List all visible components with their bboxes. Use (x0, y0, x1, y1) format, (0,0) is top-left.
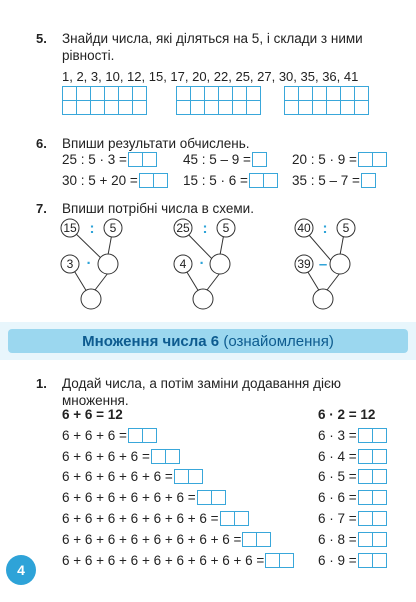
task5-numbers: 1, 2, 3, 10, 12, 15, 17, 20, 22, 25, 27, 30, 35, 36, 41 (62, 69, 359, 84)
answer-box[interactable] (128, 428, 157, 443)
sum-expression: 6 + 6 = 12 (62, 407, 123, 422)
schemes (0, 214, 416, 314)
task1-text-line1: Додай числа, а потім заміни додавання дією (62, 376, 341, 391)
product-expression: 6 · 4 = (318, 449, 357, 464)
scheme2-value-b: 5 (222, 221, 230, 235)
scheme2-op1: : (202, 220, 208, 237)
product-row (318, 428, 387, 443)
sum-expression: 6 + 6 + 6 = (62, 428, 127, 443)
expr-row (292, 152, 387, 167)
product-row (318, 469, 387, 484)
scheme3-circle-result[interactable] (313, 289, 333, 309)
page-number: 4 (6, 555, 36, 585)
sum-expression: 6 + 6 + 6 + 6 = (62, 449, 150, 464)
scheme1-op1: : (89, 220, 95, 237)
section-subtitle: (ознайомлення) (223, 332, 334, 350)
sum-row (62, 490, 226, 505)
task7-number: 7. (36, 201, 47, 216)
task7-text: Впиши потрібні числа в схеми. (62, 201, 254, 216)
expr-row (292, 173, 376, 188)
task6-number: 6. (36, 136, 47, 151)
expr-row (62, 152, 157, 167)
expression: 15 : 5 · 6 = (183, 173, 248, 188)
answer-box[interactable] (252, 152, 267, 167)
task5-number: 5. (36, 31, 47, 46)
sum-expression: 6 + 6 + 6 + 6 + 6 = (62, 469, 173, 484)
expression: 35 : 5 – 7 = (292, 173, 360, 188)
scheme1-circle-blank[interactable] (98, 254, 118, 274)
scheme1-value-b: 5 (109, 221, 117, 235)
answer-box[interactable] (358, 449, 387, 464)
answer-box[interactable] (358, 152, 387, 167)
expr-row (62, 173, 168, 188)
expression: 20 : 5 · 9 = (292, 152, 357, 167)
product-row (318, 449, 387, 464)
product-expression: 6 · 2 = 12 (318, 407, 376, 422)
sum-expression: 6 + 6 + 6 + 6 + 6 + 6 = (62, 490, 196, 505)
scheme3-circle-blank[interactable] (330, 254, 350, 274)
scheme2-value-c: 4 (179, 257, 187, 271)
answer-grid-3[interactable] (284, 86, 369, 115)
answer-box[interactable] (358, 469, 387, 484)
scheme3-value-b: 5 (342, 221, 350, 235)
answer-box[interactable] (220, 511, 249, 526)
answer-box[interactable] (174, 469, 203, 484)
answer-box[interactable] (197, 490, 226, 505)
scheme3-op1: : (322, 220, 328, 237)
product-row (318, 532, 387, 547)
sum-row (62, 553, 294, 568)
sum-row (62, 532, 271, 547)
expression: 45 : 5 – 9 = (183, 152, 251, 167)
product-expression: 6 · 8 = (318, 532, 357, 547)
sum-expression: 6 + 6 + 6 + 6 + 6 + 6 + 6 + 6 + 6 = (62, 553, 265, 568)
product-expression: 6 · 6 = (318, 490, 357, 505)
answer-box[interactable] (249, 173, 278, 188)
sum-row (62, 407, 123, 422)
answer-box[interactable] (361, 173, 376, 188)
sum-expression: 6 + 6 + 6 + 6 + 6 + 6 + 6 + 6 = (62, 532, 242, 547)
scheme3-value-c: 39 (297, 257, 311, 271)
expr-row (183, 152, 267, 167)
expression: 25 : 5 · 3 = (62, 152, 127, 167)
answer-box[interactable] (151, 449, 180, 464)
product-row (318, 490, 387, 505)
section-title: Множення числа 6 (82, 332, 220, 350)
product-expression: 6 · 7 = (318, 511, 357, 526)
expr-row (183, 173, 278, 188)
answer-box[interactable] (139, 173, 168, 188)
sum-row (62, 469, 203, 484)
section-banner (8, 329, 408, 353)
task1-number: 1. (36, 376, 47, 391)
answer-box[interactable] (358, 428, 387, 443)
scheme2-circle-result[interactable] (193, 289, 213, 309)
product-expression: 6 · 9 = (318, 553, 357, 568)
scheme3-value-a: 40 (297, 221, 311, 235)
task5-text-line1: Знайди числа, які діляться на 5, і склади з ними (62, 31, 363, 46)
scheme1-value-c: 3 (66, 257, 74, 271)
product-expression: 6 · 3 = (318, 428, 357, 443)
answer-box[interactable] (265, 553, 294, 568)
answer-grid-2[interactable] (176, 86, 261, 115)
sum-row (62, 449, 180, 464)
answer-box[interactable] (128, 152, 157, 167)
task6-text: Впиши результати обчислень. (62, 136, 250, 151)
scheme2-value-a: 25 (176, 221, 190, 235)
answer-grid-1[interactable] (62, 86, 147, 115)
sum-row (62, 511, 249, 526)
scheme3-op2: – (318, 256, 328, 273)
scheme2-circle-blank[interactable] (210, 254, 230, 274)
answer-box[interactable] (358, 532, 387, 547)
answer-box[interactable] (242, 532, 271, 547)
answer-box[interactable] (358, 553, 387, 568)
expression: 30 : 5 + 20 = (62, 173, 138, 188)
product-row (318, 553, 387, 568)
answer-box[interactable] (358, 490, 387, 505)
scheme1-value-a: 15 (63, 221, 77, 235)
sum-expression: 6 + 6 + 6 + 6 + 6 + 6 + 6 = (62, 511, 219, 526)
product-expression: 6 · 5 = (318, 469, 357, 484)
scheme2-op2: · (199, 255, 205, 272)
task5-text-line2: рівності. (62, 48, 115, 63)
answer-box[interactable] (358, 511, 387, 526)
product-row (318, 407, 375, 422)
scheme1-circle-result[interactable] (81, 289, 101, 309)
sum-row (62, 428, 157, 443)
product-row (318, 511, 387, 526)
scheme1-op2: · (86, 255, 92, 272)
task1-text-line2: множення. (62, 393, 129, 408)
